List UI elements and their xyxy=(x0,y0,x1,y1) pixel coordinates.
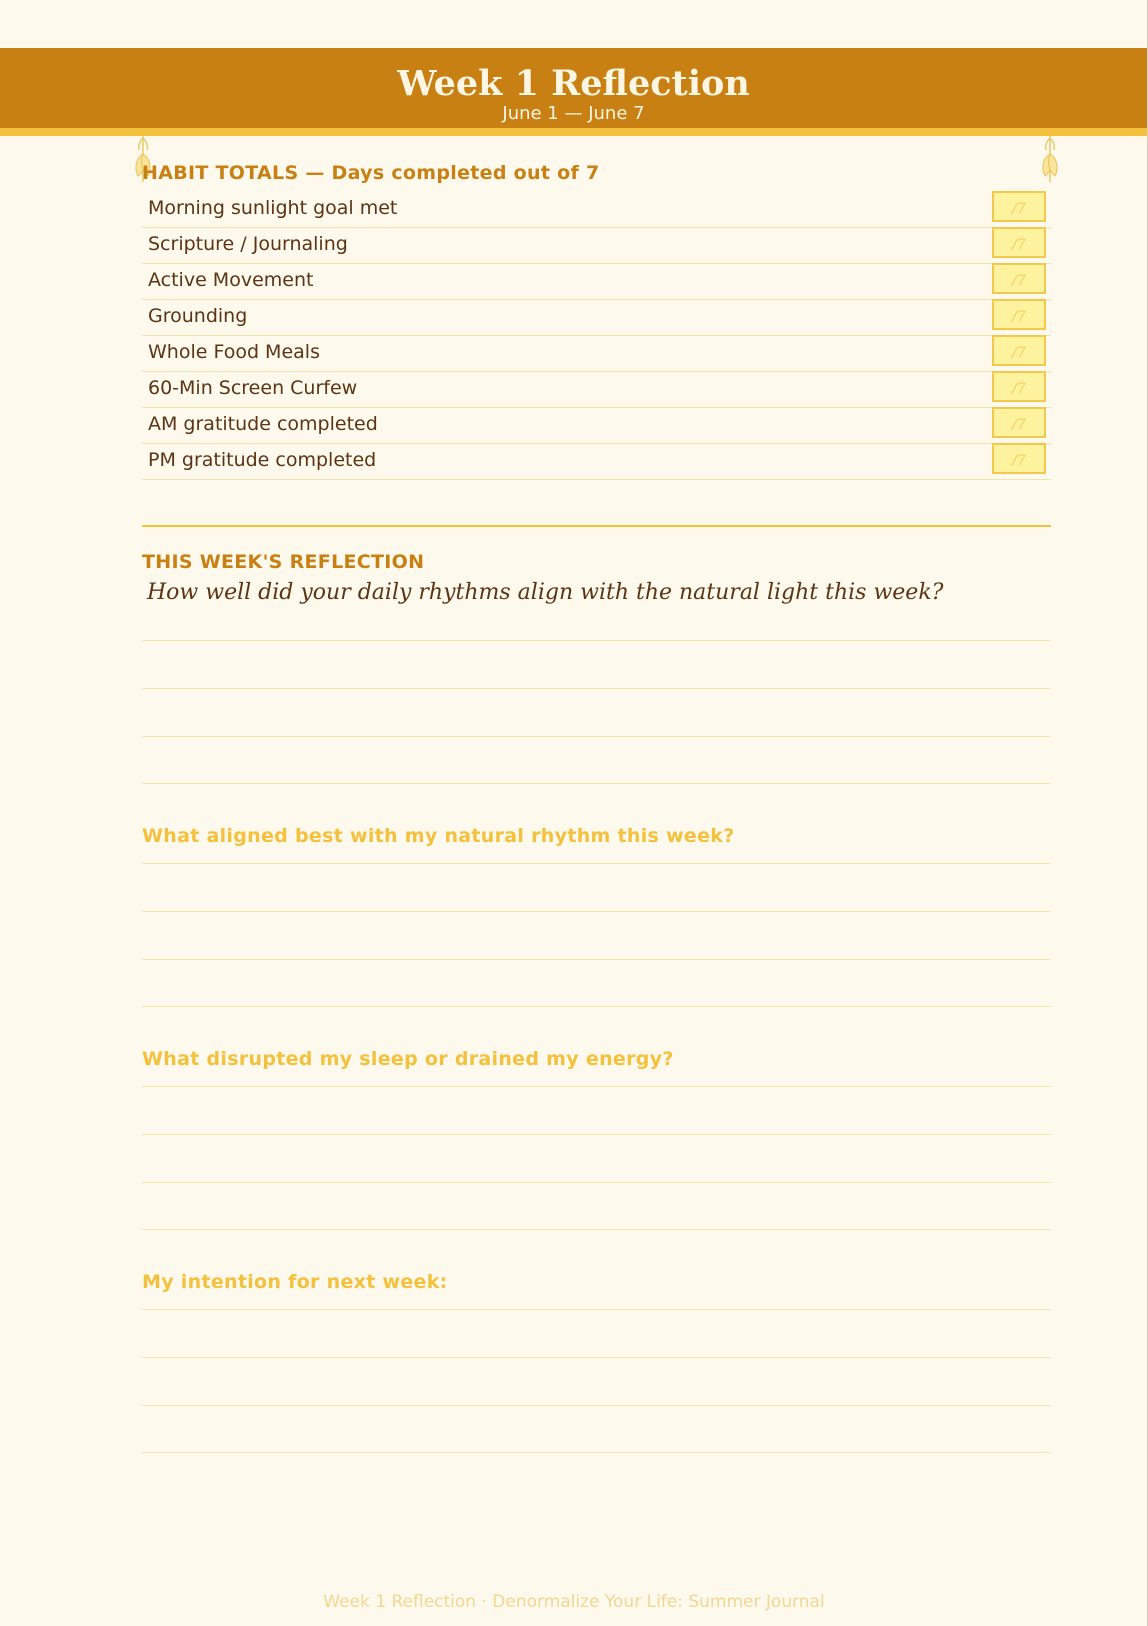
habit-label: Grounding xyxy=(148,305,248,327)
writing-line[interactable] xyxy=(142,1182,1051,1183)
habit-row xyxy=(142,372,1051,408)
habit-list xyxy=(142,192,1051,480)
habit-total-input[interactable]: /7 xyxy=(992,227,1046,258)
writing-line[interactable] xyxy=(142,911,1051,912)
writing-line[interactable] xyxy=(142,783,1051,784)
writing-line[interactable] xyxy=(142,1405,1051,1406)
page-footer: Week 1 Reflection · Denormalize Your Life: Summer Journal xyxy=(323,1592,825,1612)
page-title: Week 1 Reflection xyxy=(397,63,750,104)
habit-label: Morning sunlight goal met xyxy=(148,197,398,219)
habit-row xyxy=(142,336,1051,372)
writing-line[interactable] xyxy=(142,1134,1051,1135)
habit-row xyxy=(142,228,1051,264)
habit-total-input[interactable]: /7 xyxy=(992,407,1046,438)
writing-line[interactable] xyxy=(142,1086,1051,1087)
writing-line[interactable] xyxy=(142,736,1051,737)
habit-total-input[interactable]: /7 xyxy=(992,371,1046,402)
section-divider xyxy=(142,525,1051,527)
habit-row xyxy=(142,444,1051,480)
reflection-question: How well did your daily rhythms align with the natural light this week? xyxy=(147,580,944,605)
prompt-intention: My intention for next week: xyxy=(142,1271,448,1293)
writing-line[interactable] xyxy=(142,1229,1051,1230)
writing-line[interactable] xyxy=(142,959,1051,960)
reflection-heading: THIS WEEK'S REFLECTION xyxy=(142,551,425,573)
habit-row xyxy=(142,408,1051,444)
writing-line[interactable] xyxy=(142,1309,1051,1310)
prompt-aligned: What aligned best with my natural rhythm this week? xyxy=(142,825,735,847)
writing-line[interactable] xyxy=(142,1452,1051,1453)
page-header xyxy=(0,48,1147,136)
habit-label: AM gratitude completed xyxy=(148,413,378,435)
habit-total-input[interactable]: /7 xyxy=(992,443,1046,474)
habit-label: Active Movement xyxy=(148,269,314,291)
habit-label: Whole Food Meals xyxy=(148,341,320,363)
habit-row xyxy=(142,264,1051,300)
habit-label: 60-Min Screen Curfew xyxy=(148,377,358,399)
habit-total-input[interactable]: /7 xyxy=(992,263,1046,294)
date-range: June 1 — June 7 xyxy=(502,103,645,124)
writing-line[interactable] xyxy=(142,1357,1051,1358)
writing-line[interactable] xyxy=(142,688,1051,689)
writing-line[interactable] xyxy=(142,863,1051,864)
habit-total-input[interactable]: /7 xyxy=(992,299,1046,330)
right-wheat-icon xyxy=(1037,134,1063,184)
habit-row xyxy=(142,192,1051,228)
habit-total-input[interactable]: /7 xyxy=(992,335,1046,366)
habit-label: Scripture / Journaling xyxy=(148,233,348,255)
prompt-disrupted: What disrupted my sleep or drained my energy? xyxy=(142,1048,674,1070)
habit-label: PM gratitude completed xyxy=(148,449,377,471)
writing-line[interactable] xyxy=(142,640,1051,641)
habit-total-input[interactable]: /7 xyxy=(992,191,1046,222)
habit-row xyxy=(142,300,1051,336)
habit-totals-heading: HABIT TOTALS — Days completed out of 7 xyxy=(142,162,600,184)
writing-line[interactable] xyxy=(142,1006,1051,1007)
